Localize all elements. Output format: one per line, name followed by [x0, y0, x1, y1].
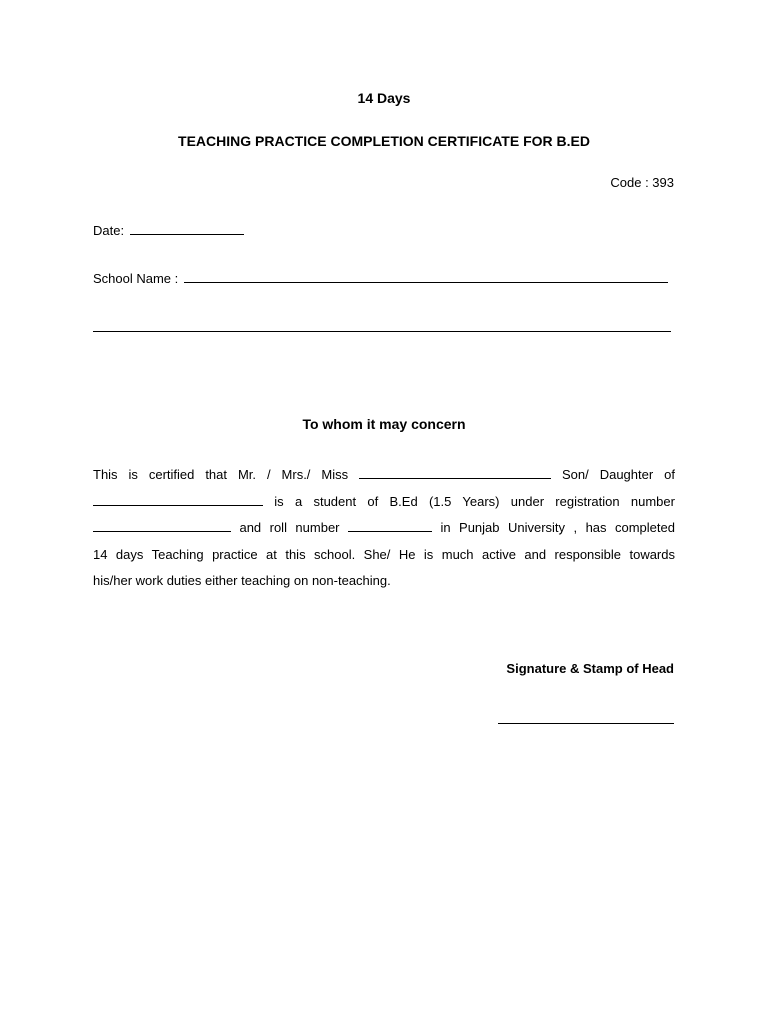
student-name-blank[interactable] [359, 466, 551, 479]
certificate-title: TEACHING PRACTICE COMPLETION CERTIFICATE FOR B.ED [178, 133, 590, 149]
body-line-3: and roll number in Punjab University , has completed [93, 515, 675, 542]
body-line-5: his/her work duties either teaching on non-teaching. [93, 573, 391, 588]
date-field[interactable] [93, 223, 244, 238]
school-name-label: School Name : [93, 271, 179, 286]
date-blank[interactable] [130, 233, 244, 235]
salutation: To whom it may concern [302, 416, 466, 432]
signature-label: Signature & Stamp of Head [506, 661, 674, 676]
registration-number-blank[interactable] [93, 519, 231, 532]
parent-name-blank[interactable] [93, 493, 263, 506]
school-name-blank-line-2[interactable] [93, 331, 671, 332]
roll-number-blank[interactable] [348, 519, 432, 532]
body-line-2: is a student of B.Ed (1.5 Years) under registration number [93, 489, 675, 516]
body-line-4: 14 days Teaching practice at this school. She/ He is much active and responsible towards [93, 546, 675, 562]
signature-blank[interactable] [498, 723, 674, 724]
certificate-code: Code : 393 [610, 175, 674, 190]
certificate-body [93, 462, 675, 595]
school-name-blank[interactable] [184, 281, 668, 283]
body-line-1: This is certified that Mr. / Mrs./ Miss Son/ Daughter of [93, 467, 675, 482]
school-name-field[interactable] [93, 271, 668, 286]
date-label: Date: [93, 223, 125, 238]
duration-heading: 14 Days [357, 90, 411, 106]
